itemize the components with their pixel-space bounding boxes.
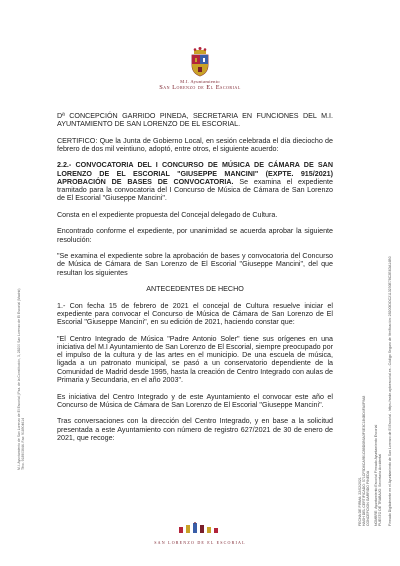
footer [0,521,400,545]
intro-paragraph: Dª CONCEPCIÓN GARRIDO PINEDA, SECRETARIA EN FUNCIONES DEL M.I. AYUNTAMIENTO DE SAN LORENZO DE EL ESCORIAL. [57,112,333,129]
iniciativa-paragraph: Es iniciativa del Centro Integrado y de este Ayuntamiento el convocar este año el Concurso de Música de Cámara de San Lorenzo de El Escorial "Giuseppe Mancini". [57,392,333,409]
left-margin-line-2: Tfno. 918903644. Fax: 918904614 [21,417,26,470]
signature-margin [350,86,396,526]
left-margin-line-1: M.I. Ayuntamiento de San Lorenzo de El Escorial | Pza. de la Constitución, 3, 28200 San Lorenzo de El Escorial (Madrid) [17,288,21,470]
left-margin-note [17,200,37,470]
encontrado-paragraph: Encontrado conforme el expediente, por unanimidad se acuerda aprobar la siguiente resolución: [57,227,333,244]
conversaciones-paragraph: Tras conversaciones con la dirección del Centro Integrado, y en base a la solicitud presentada a este Ayuntamiento con número de registro 627/2021 de 30 de enero de 2021, que recoge: [57,417,333,442]
section-heading: ANTECEDENTES DE HECHO [146,285,244,294]
signature-details-column [374,86,382,526]
org-subtitle: M.I. Ayuntamiento [180,79,220,84]
certificate-hash: HASH DEL CERTIFICADO: 571CF5D6CA9B1C8BD0B6A3F0E3C1B4BD4FA0F9A8 [362,395,367,526]
org-name: San Lorenzo de El Escorial [159,84,241,91]
certifico-paragraph: CERTIFICO: Que la Junta de Gobierno Local, en sesión celebrada el día dieciocho de febrero de dos mil veintiuno, adoptó, entre otros, el siguiente acuerdo: [57,136,333,153]
signer-name-label: NOMBRE: Ayuntamiento Escorial Firmado Ayuntamiento Escorial [374,424,378,526]
antecedente-1-paragraph: 1.- Con fecha 15 de febrero de 2021 el concejal de Cultura resuelve iniciar el expediente para convocar el Concurso de Música de Cámara de San Lorenzo de El Escorial "Giuseppe Mancini", en su edición de 2021, haciendo constar que: [57,301,333,327]
letterhead [0,47,400,91]
centro-integrado-paragraph: "El Centro Integrado de Música "Padre Antonio Soler" tiene sus orígenes en una iniciativa del M.I Ayuntamiento de San Lorenzo de El Escorial, siempre preocupado por el impulso de la cultura y de las artes en el municipio. De una escuela de música, ligada a un patronato municipal, se pasó a un conservatorio dependiente de la Comunidad de Madrid desde 1995, hasta la creación de Centro Integrado con aulas de Primaria y Secundaria, en el año 2003". [57,334,333,384]
signature-meta-column [358,86,371,526]
signer-full-name: CONCEPCION GARRIDO PINEDA [366,470,371,526]
item-paragraph [57,161,333,202]
item-rest: Se examina el expediente tramitado para la convocatoria del I Concurso de Música de Cámara de San Lorenzo de El Escorial "Giuseppe Mancini". [57,177,333,203]
signature-date: FECHA DE FIRMA: 22/02/2021 [358,477,362,526]
signer-position: PUESTO DE TRABAJO: Secretaria Accidental [378,453,383,526]
footer-text: SAN LORENZO DE EL ESCORIAL [154,540,246,545]
csv-verification-text: Firmado Digitalmente en el Ayuntamiento de San Lorenzo de El Escorial - https://sede.aytoescorial.es - Código Seguro de Verificación: 28200IDOC2113230E78C2E4DA14B0 [388,256,392,526]
quote-start-paragraph: "Se examina el expediente sobre la aprobación de bases y convocatoria del Concurso de Música de Cámara de San Lorenzo de El Escorial "Giuseppe Mancini", del que resultan los siguientes [57,252,333,277]
item-title: 2.2.- CONVOCATORIA DEL I CONCURSO DE MÚSICA DE CÁMARA DE SAN LORENZO DE EL ESCORIAL "GIUSEPPE MANCINI" (EXPTE. 915/2021) APROBACIÓN DE BASES DE CONVOCATORIA. [57,161,333,186]
csv-column [388,86,392,526]
consta-paragraph: Consta en el expediente propuesta del Concejal delegado de Cultura. [57,210,278,219]
document-body [57,112,333,450]
footer-emblem-icon [177,522,223,534]
left-margin-text [17,200,25,470]
coat-of-arms-icon [189,47,211,77]
